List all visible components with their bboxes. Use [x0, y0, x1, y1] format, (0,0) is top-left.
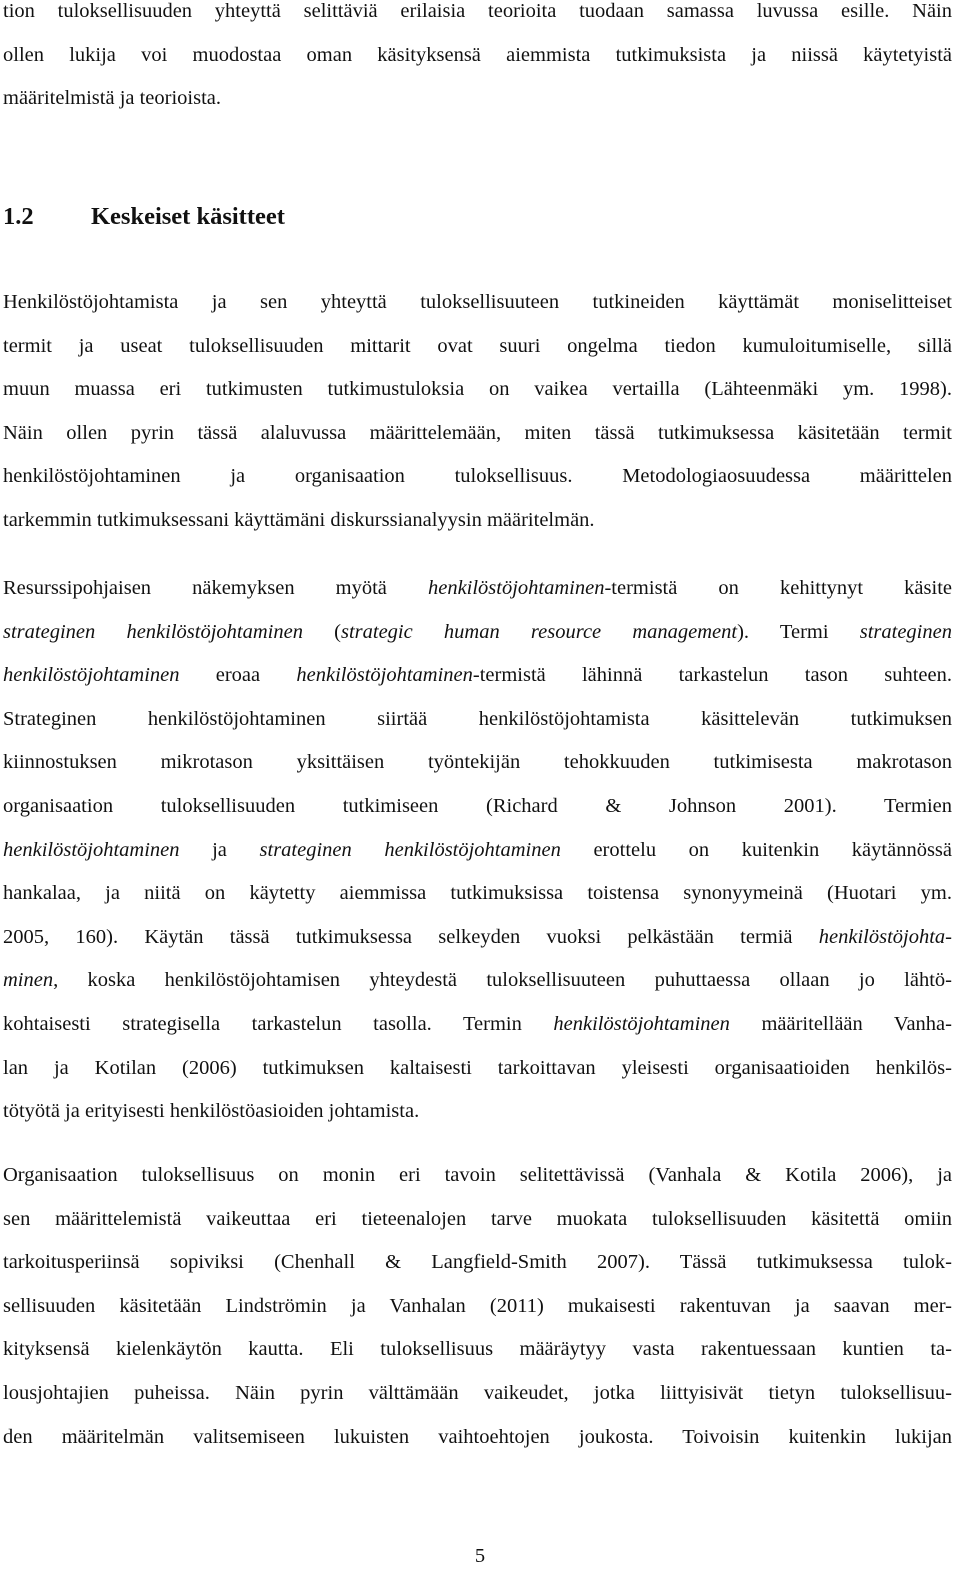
text-run: kohtaisesti strategisella tarkastelun tasolla. Termin [3, 1012, 554, 1035]
text-line: Henkilöstöjohtamista ja sen yhteyttä tuloksellisuuteen tutkineiden käyttämät moniselitteiset [3, 291, 952, 313]
text-line: tion tuloksellisuuden yhteyttä selittäviä erilaisia teorioita tuodaan samassa luvussa esille. Näin [3, 0, 952, 22]
text-run: Resurssipohjaisen näkemyksen myötä [3, 577, 428, 599]
text-line: den määritelmän valitsemiseen lukuisten vaihtoehtojen joukosta. Toivoisin kuitenkin lukijan [3, 1425, 952, 1448]
page-number: 5 [474, 1545, 486, 1567]
text-line [3, 829, 952, 873]
text-run: erottelu on kuitenkin käytännössä [560, 838, 952, 861]
text-line: lan ja Kotilan (2006) tutkimuksen kaltaisesti tarkoittavan yleisesti organisaatioiden henkilös- [3, 1056, 952, 1079]
section-heading [3, 192, 285, 242]
text-line: muun muassa eri tutkimusten tutkimustuloksia on vaikea vertailla (Lähteenmäki ym. 1998). [3, 378, 952, 401]
text-run: -termistä lähinnä tarkastelun tason suhteen. [472, 664, 953, 687]
italic-term: minen [3, 969, 54, 992]
italic-term: strateginen henkilöstöjohtaminen [259, 838, 561, 861]
text-line: termit ja useat tuloksellisuuden mittarit ovat suuri ongelma tiedon kumuloitumiselle, sillä [3, 334, 952, 357]
italic-term: strategic human resource management [340, 620, 738, 643]
body-paragraph-2 [3, 567, 952, 1134]
text-line: sen määrittelemistä vaikeuttaa eri tieteenalojen tarve muokata tuloksellisuuden käsitettä omiin [3, 1207, 952, 1230]
text-line: ollen lukija voi muodostaa oman käsityksensä aiemmista tutkimuksista ja niissä käytetyistä [3, 43, 952, 66]
text-line: kityksensä kielenkäytön kautta. Eli tuloksellisuus määräytyy vasta rakentuessaan kuntien ta- [3, 1338, 952, 1361]
italic-term: strateginen [859, 620, 952, 643]
text-line: Strateginen henkilöstöjohtaminen siirtää henkilöstöjohtamista käsittelevän tutkimuksen [3, 707, 952, 730]
text-line: sellisuuden käsitetään Lindströmin ja Vanhalan (2011) mukaisesti rakentuvan ja saavan mer- [3, 1294, 952, 1317]
text-run: määritellään Vanha- [729, 1012, 952, 1035]
text-line [3, 916, 952, 960]
text-line: kiinnostuksen mikrotason yksittäisen työntekijän tehokkuuden tutkimisesta makrotason [3, 751, 952, 774]
text-line [3, 1003, 952, 1047]
italic-term: henkilöstöjohtaminen [3, 664, 180, 687]
body-paragraph-1 [3, 281, 952, 543]
text-run: 2005, 160). Käytän tässä tutkimuksessa selkeyden vuoksi pelkästään termiä [3, 925, 819, 948]
section-title: Keskeiset käsitteet [91, 203, 285, 230]
section-number: 1.2 [3, 203, 34, 230]
text-line [3, 611, 952, 655]
text-line: tarkoitusperiinsä sopiviksi (Chenhall & Langfield-Smith 2007). Tässä tutkimuksessa tulok- [3, 1251, 952, 1274]
text-line: henkilöstöjohtaminen ja organisaation tuloksellisuus. Metodologiaosuudessa määrittelen [3, 465, 952, 488]
text-line: määritelmistä ja teorioista. [3, 87, 222, 110]
text-run: ja [179, 838, 260, 861]
text-line: organisaation tuloksellisuuden tutkimiseen (Richard & Johnson 2001). Termien [3, 794, 952, 817]
italic-term: henkilöstöjohtaminen [427, 577, 605, 599]
text-line: hankalaa, ja niitä on käytetty aiemmissa tutkimuksissa toistensa synonyymeinä (Huotari ym. [3, 882, 952, 905]
italic-term: henkilöstöjohtaminen [296, 664, 473, 687]
italic-term: henkilöstöjohtaminen [553, 1012, 730, 1035]
italic-term: strateginen henkilöstöjohtaminen [3, 620, 303, 643]
text-line [3, 567, 952, 611]
text-line: lousjohtajien puheissa. Näin pyrin välttämään vaikeudet, jotka liittyisivät tietyn tuloksellisuu- [3, 1381, 952, 1404]
text-run: , koska henkilöstöjohtamisen yhteydestä tuloksellisuuteen puhuttaessa ollaan jo lähtö- [53, 969, 952, 992]
text-run: -termistä on kehittynyt käsite [604, 577, 952, 599]
intro-paragraph [3, 0, 952, 121]
text-line: tötyötä ja erityisesti henkilöstöasioiden johtamista. [3, 1100, 420, 1123]
text-run: eroaa [179, 664, 297, 687]
text-line [3, 959, 952, 1003]
text-line: tarkemmin tutkimuksessani käyttämäni diskurssianalyysin määritelmän. [3, 508, 595, 531]
italic-term: henkilöstöjohta- [818, 925, 952, 948]
body-paragraph-3 [3, 1154, 952, 1459]
text-line: Näin ollen pyrin tässä alaluvussa määrittelemään, miten tässä tutkimuksessa käsitetään termit [3, 421, 952, 444]
text-line: Organisaation tuloksellisuus on monin eri tavoin selitettävissä (Vanhala & Kotila 2006), ja [3, 1164, 952, 1186]
text-run: ). Termi [737, 620, 860, 643]
text-line [3, 654, 952, 698]
italic-term: henkilöstöjohtaminen [3, 838, 180, 861]
text-run: ( [302, 620, 341, 643]
